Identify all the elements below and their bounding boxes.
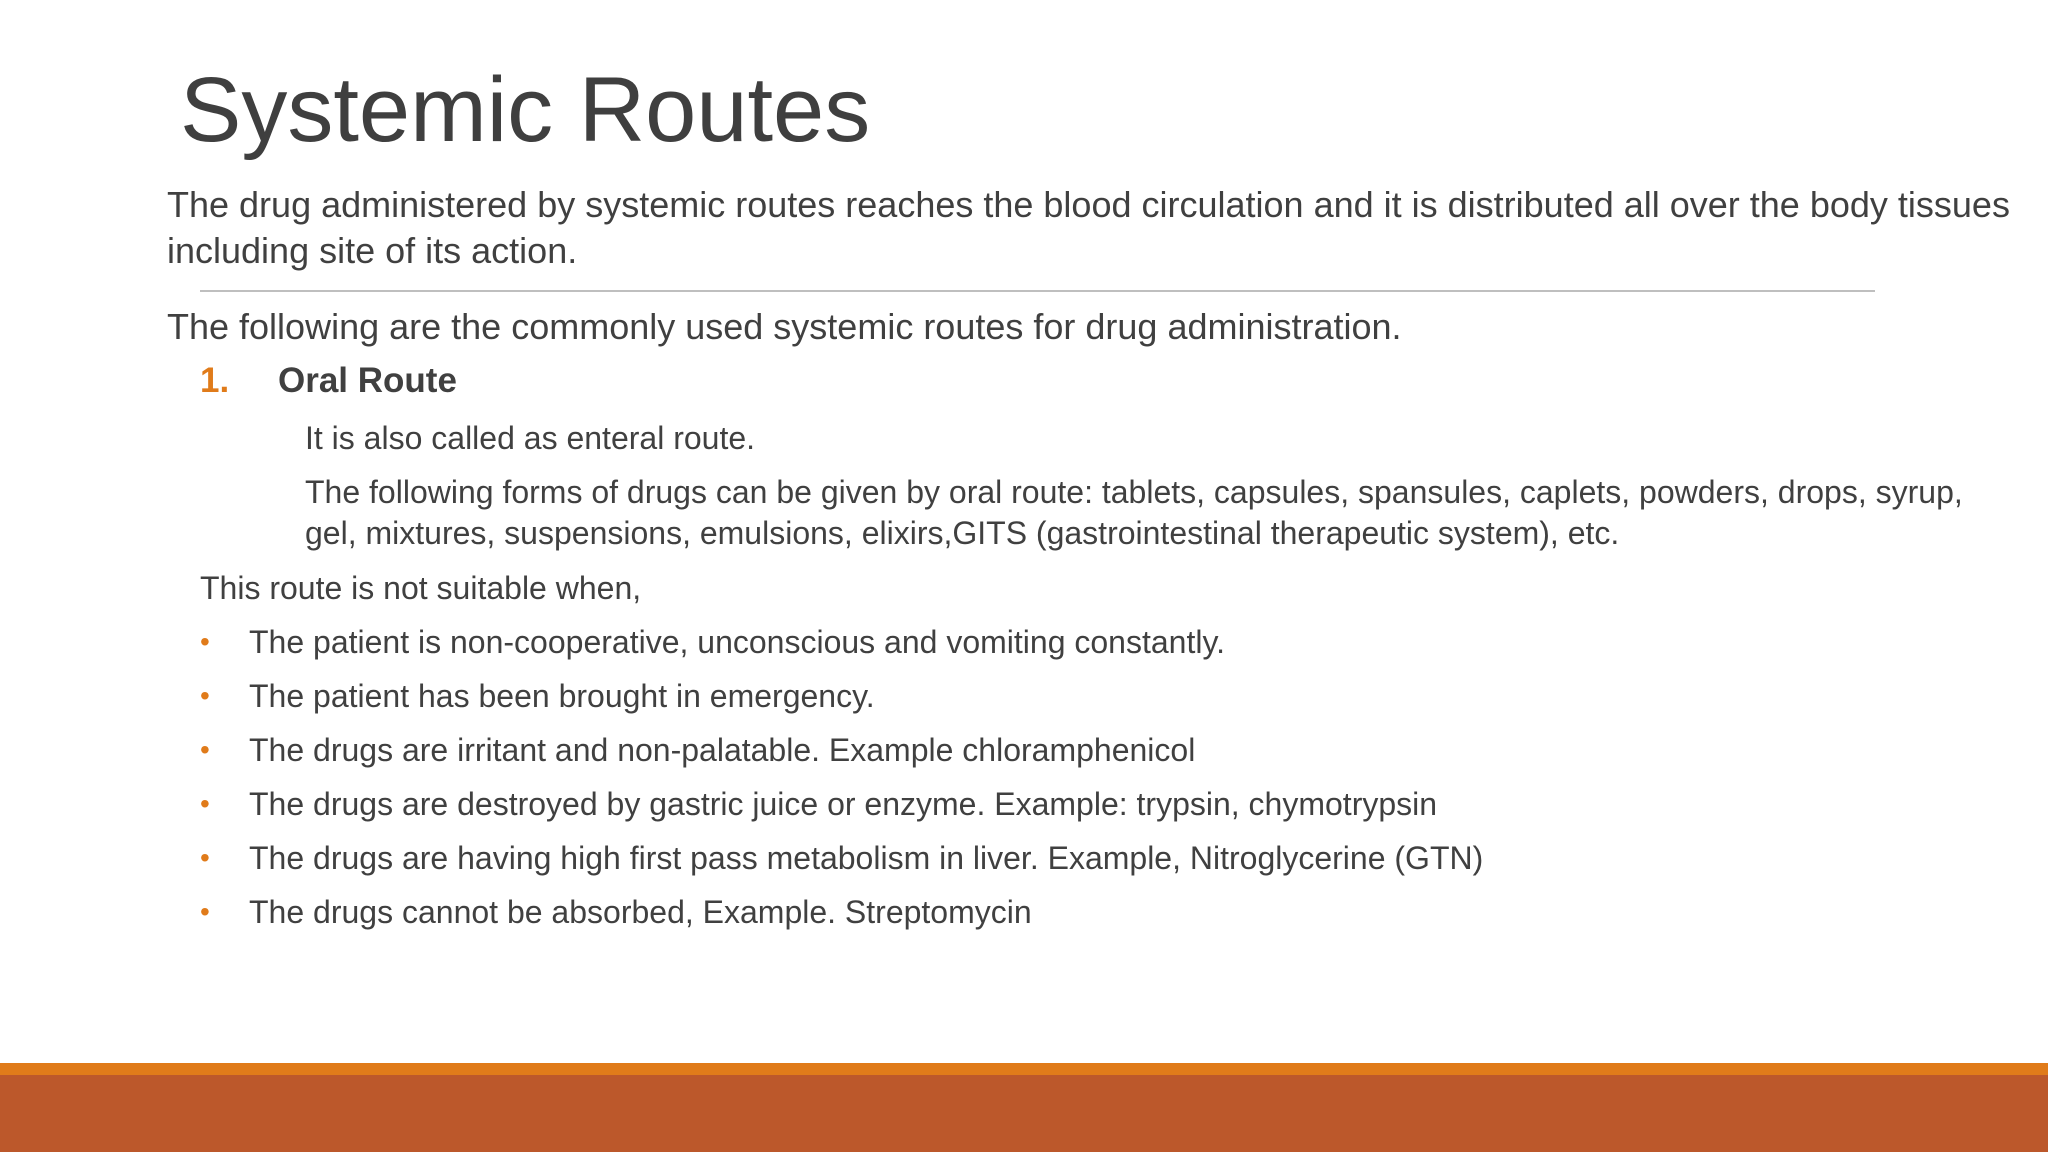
intro-paragraph: The drug administered by systemic routes reaches the blood circulation and it is distributed all over the body tissues including site of its action. bbox=[167, 184, 2010, 271]
route-number: 1. bbox=[200, 361, 230, 400]
condition-text: The patient has been brought in emergency. bbox=[249, 678, 875, 714]
condition-text: The drugs are irritant and non-palatable. Example chloramphenicol bbox=[249, 732, 1196, 768]
bullet-icon: • bbox=[200, 734, 210, 765]
bullet-icon: • bbox=[200, 842, 210, 873]
footer-band bbox=[0, 1075, 2048, 1152]
divider-line bbox=[200, 290, 1875, 292]
route-detail: The following forms of drugs can be given by oral route: tablets, capsules, spansules, caplets, powders, drops, syrup, gel, mixtures, suspensions, emulsions, elixirs,GITS (gastrointestinal therapeutic system), etc. bbox=[305, 474, 1963, 551]
bullet-icon: • bbox=[200, 680, 210, 711]
condition-text: The drugs are destroyed by gastric juice or enzyme. Example: trypsin, chymotrypsin bbox=[249, 786, 1438, 822]
condition-text: The drugs cannot be absorbed, Example. Streptomycin bbox=[249, 894, 1032, 930]
bullet-icon: • bbox=[200, 788, 210, 819]
bullet-icon: • bbox=[200, 896, 210, 927]
bullet-icon: • bbox=[200, 626, 210, 657]
route-heading bbox=[200, 358, 457, 404]
slide-title: Systemic Routes bbox=[180, 59, 871, 161]
conditions-lead: This route is not suitable when, bbox=[200, 570, 642, 606]
condition-text: The drugs are having high first pass metabolism in liver. Example, Nitroglycerine (GTN) bbox=[249, 840, 1484, 876]
condition-text: The patient is non-cooperative, unconscious and vomiting constantly. bbox=[249, 624, 1225, 660]
footer-accent-stripe bbox=[0, 1063, 2048, 1075]
route-detail: It is also called as enteral route. bbox=[305, 420, 756, 456]
lead-paragraph: The following are the commonly used systemic routes for drug administration. bbox=[167, 306, 1402, 347]
route-name: Oral Route bbox=[278, 361, 457, 400]
